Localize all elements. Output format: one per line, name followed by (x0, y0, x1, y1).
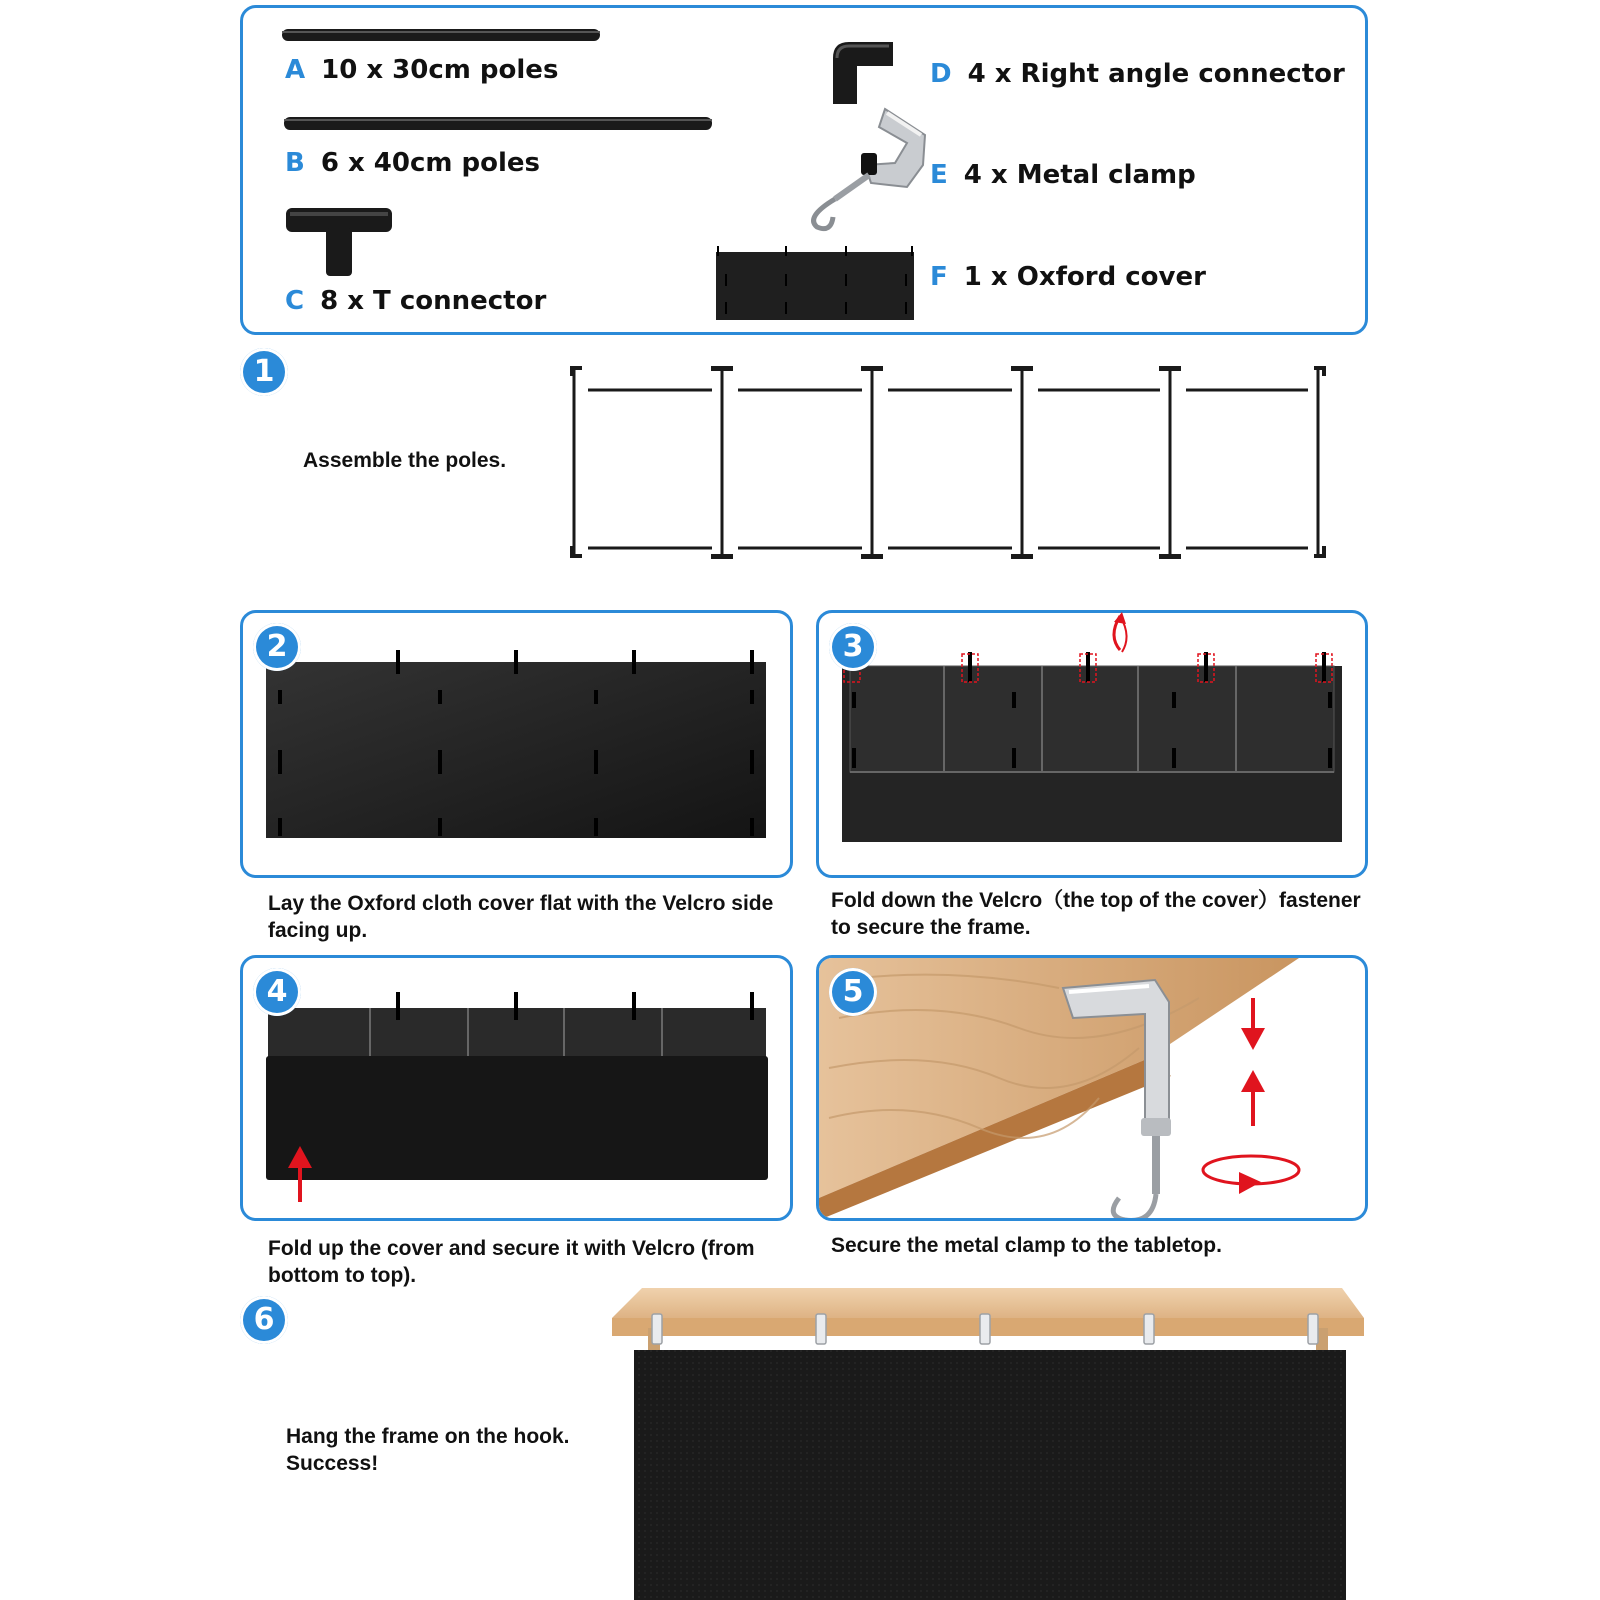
step-5-text: Secure the metal clamp to the tabletop. (831, 1234, 1222, 1257)
part-f-label: 1 x Oxford cover (963, 262, 1206, 292)
step-3-badge: 3 (829, 623, 877, 671)
part-b (285, 148, 540, 178)
part-f (930, 262, 1206, 292)
velcro-fold-down-illustration (840, 612, 1355, 844)
step-5-panel (816, 955, 1368, 1221)
pole-frame-diagram (570, 362, 1330, 572)
part-a (285, 55, 558, 85)
step-2-badge: 2 (253, 623, 301, 671)
step-2-text: Lay the Oxford cloth cover flat with the Velcro side facing up. (268, 892, 774, 942)
step-5-badge: 5 (829, 968, 877, 1016)
part-a-label: 10 x 30cm poles (321, 55, 559, 85)
right-angle-connector-illustration (827, 38, 897, 106)
part-f-letter: F (930, 262, 948, 292)
metal-clamp-illustration (795, 105, 930, 235)
step-6-badge: 6 (240, 1296, 288, 1344)
part-e (930, 160, 1196, 190)
part-d (930, 59, 1345, 89)
finished-table-skirt-illustration (612, 1288, 1372, 1600)
step-3-text: Fold down the Velcro（the top of the cover）fastener to secure the frame. (831, 889, 1361, 939)
step-6-text: Hang the frame on the hook. Success! (286, 1425, 570, 1475)
step-1-badge: 1 (240, 348, 288, 396)
part-a-letter: A (285, 55, 306, 85)
step-4-badge: 4 (253, 968, 301, 1016)
cover-fold-up-illustration (266, 990, 771, 1205)
clamp-on-tabletop-illustration (819, 958, 1367, 1220)
long-pole-illustration (284, 115, 714, 135)
t-connector-illustration (286, 208, 396, 278)
part-b-letter: B (285, 148, 305, 178)
part-e-letter: E (930, 160, 948, 190)
step-4-text: Fold up the cover and secure it with Velcro (from bottom to top). (268, 1237, 755, 1287)
part-e-label: 4 x Metal clamp (963, 160, 1196, 190)
part-d-letter: D (930, 59, 952, 89)
step-1-text: Assemble the poles. (303, 449, 507, 472)
part-d-label: 4 x Right angle connector (967, 59, 1345, 89)
part-b-label: 6 x 40cm poles (320, 148, 541, 178)
oxford-cover-illustration (716, 246, 916, 322)
cover-flat-illustration (266, 650, 771, 840)
short-pole-illustration (282, 26, 602, 46)
part-c (285, 286, 546, 316)
part-c-letter: C (285, 286, 305, 316)
part-c-label: 8 x T connector (320, 286, 547, 316)
